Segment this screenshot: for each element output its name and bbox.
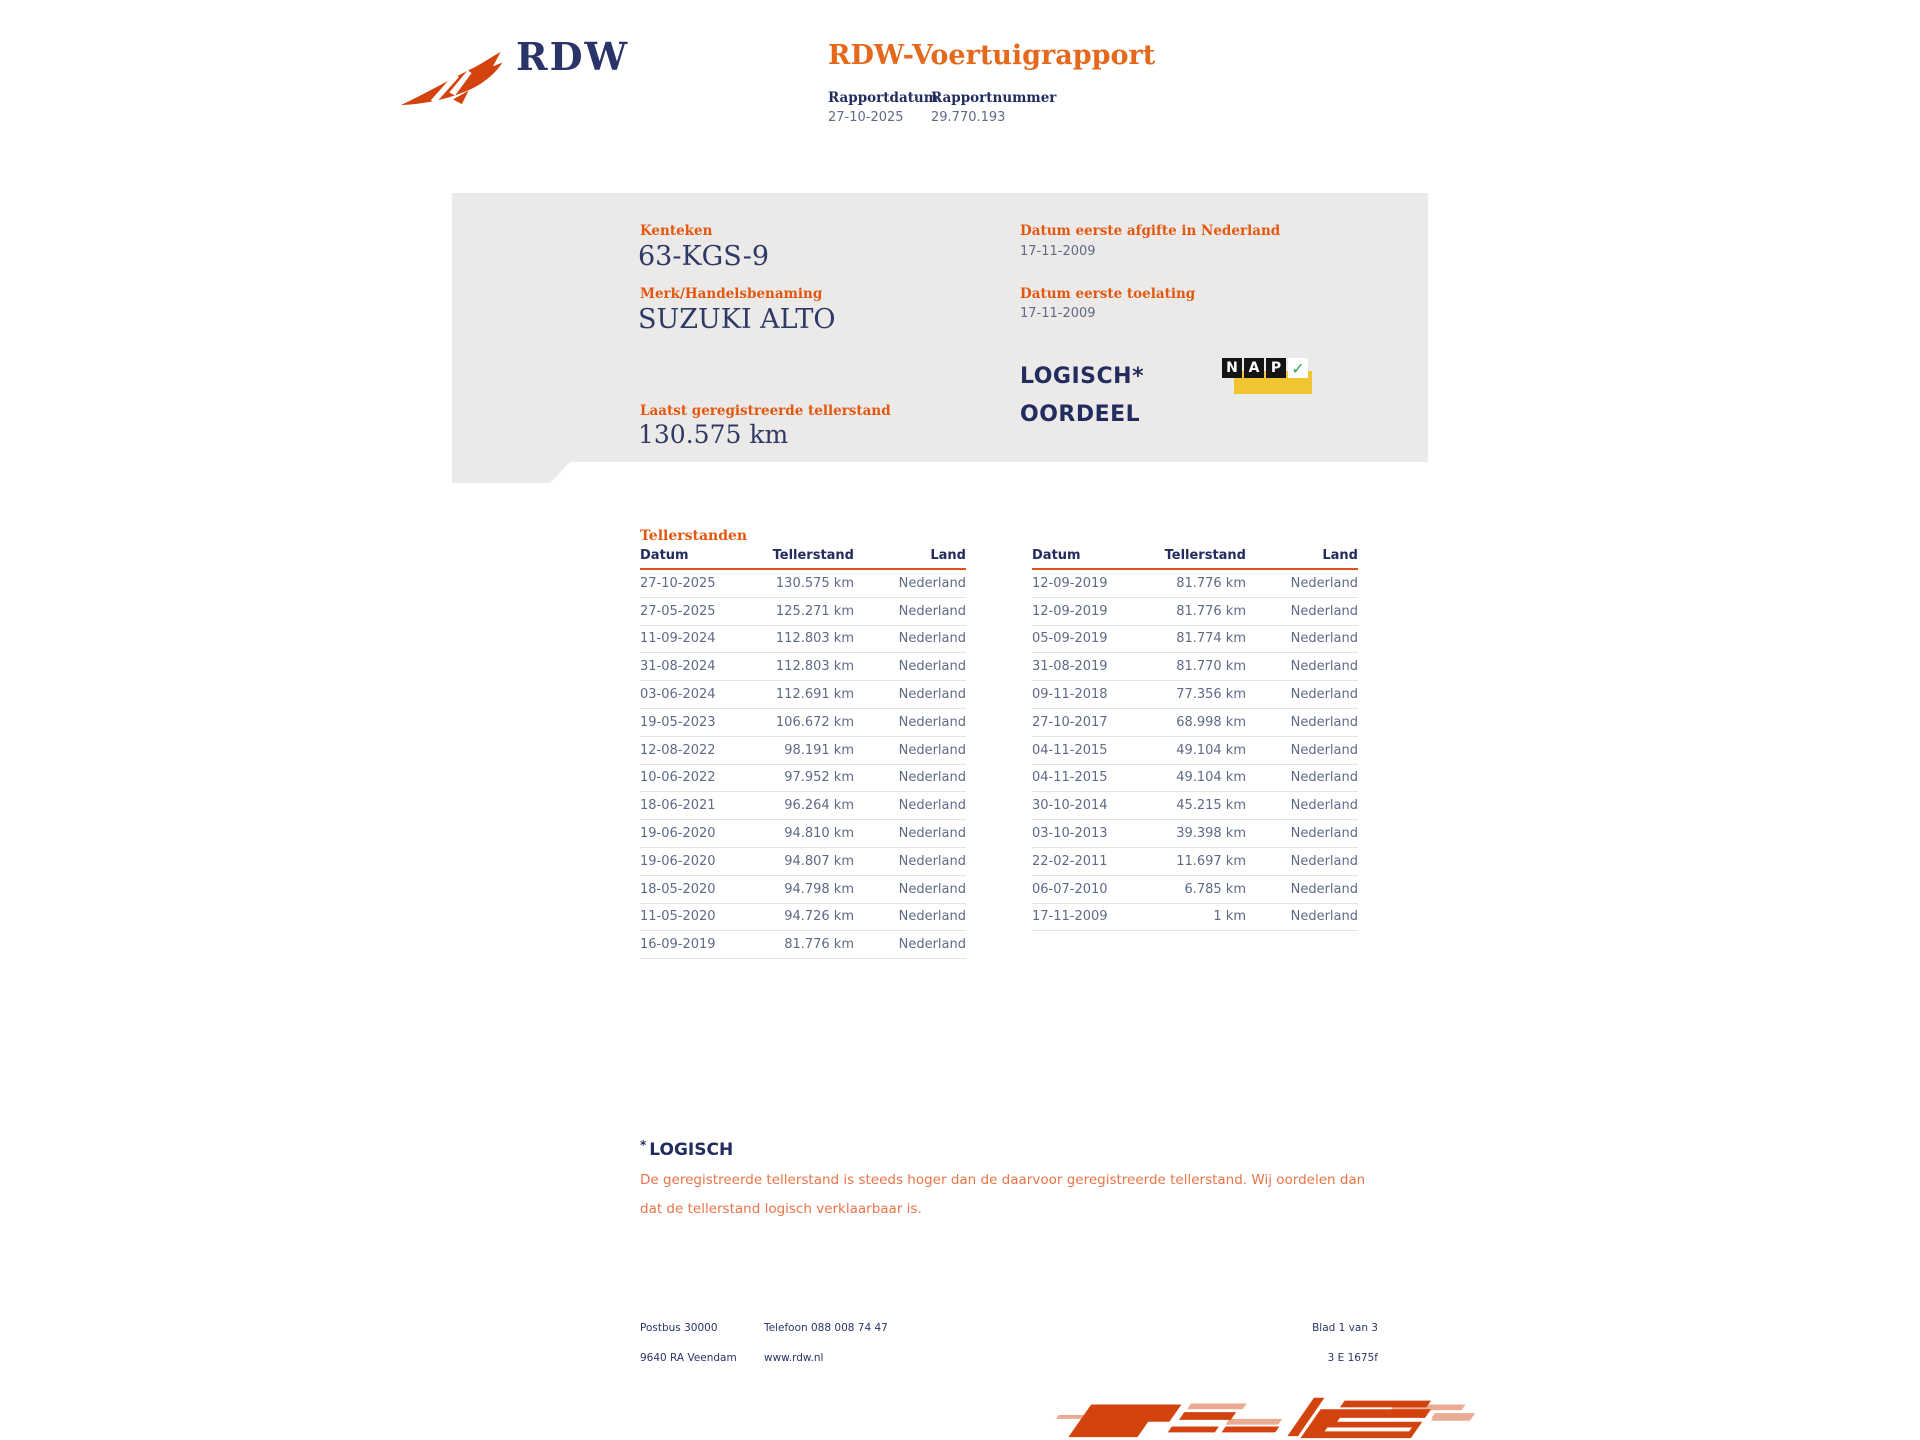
table-cell: 94.798 km <box>784 881 854 897</box>
table-cell: Nederland <box>898 575 966 591</box>
table-cell: Nederland <box>1290 714 1358 730</box>
table-cell: Nederland <box>898 826 966 842</box>
table-row <box>1032 792 1358 820</box>
table-row <box>1032 820 1358 848</box>
table-row <box>640 653 966 681</box>
table-cell: Nederland <box>898 798 966 814</box>
table-cell: 03-10-2013 <box>1032 826 1108 842</box>
table-cell: 81.776 km <box>1176 603 1246 619</box>
table-cell: 12-09-2019 <box>1032 603 1108 619</box>
table-cell: Nederland <box>898 909 966 925</box>
table-cell: 27-05-2025 <box>640 603 716 619</box>
table-cell: 03-06-2024 <box>640 687 716 703</box>
table-cell: 45.215 km <box>1176 798 1246 814</box>
table-cell: 6.785 km <box>1184 881 1246 897</box>
table-row <box>1032 626 1358 654</box>
table-cell: Nederland <box>1290 798 1358 814</box>
table-row <box>1032 904 1358 932</box>
col-header-datum: Datum <box>640 548 689 563</box>
table-cell: Nederland <box>1290 742 1358 758</box>
table-cell: 106.672 km <box>775 714 854 730</box>
table-row <box>1032 570 1358 598</box>
footnote-title-text: LOGISCH <box>649 1140 734 1160</box>
footer-address-line2: 9640 RA Veendam <box>640 1352 737 1364</box>
table-cell: 19-05-2023 <box>640 714 716 730</box>
table-row <box>640 626 966 654</box>
merk-label: Merk/Handelsbenaming <box>640 286 823 302</box>
table-row <box>1032 653 1358 681</box>
rapportnummer-value: 29.770.193 <box>931 110 1006 125</box>
rdw-stripes-graphic-icon <box>1038 1392 1490 1440</box>
table-cell: 12-08-2022 <box>640 742 716 758</box>
table-cell: 04-11-2015 <box>1032 742 1108 758</box>
table-cell: 04-11-2015 <box>1032 770 1108 786</box>
table-cell: Nederland <box>898 770 966 786</box>
table-cell: Nederland <box>898 714 966 730</box>
table-cell: 96.264 km <box>784 798 854 814</box>
oordeel-line1: LOGISCH* <box>1020 364 1145 389</box>
col-header-land: Land <box>1322 548 1358 563</box>
toelating-label: Datum eerste toelating <box>1020 286 1196 302</box>
nap-check-icon: ✓ <box>1288 358 1308 378</box>
tellerstand-label: Laatst geregistreerde tellerstand <box>640 403 891 419</box>
table-cell: 19-06-2020 <box>640 826 716 842</box>
table-cell: Nederland <box>898 603 966 619</box>
report-title: RDW-Voertuigrapport <box>828 40 1156 71</box>
afgifte-label: Datum eerste afgifte in Nederland <box>1020 223 1281 239</box>
oordeel-text <box>1020 358 1144 434</box>
afgifte-value: 17-11-2009 <box>1020 244 1096 259</box>
table-row <box>1032 737 1358 765</box>
rapportdatum-value: 27-10-2025 <box>828 110 904 125</box>
table-row <box>1032 598 1358 626</box>
table-cell: 81.776 km <box>1176 575 1246 591</box>
table-cell: 12-09-2019 <box>1032 575 1108 591</box>
footer-doc-code: 3 E 1675f <box>1327 1352 1378 1364</box>
table-cell: 17-11-2009 <box>1032 909 1108 925</box>
table-cell: Nederland <box>1290 631 1358 647</box>
table-cell: Nederland <box>1290 881 1358 897</box>
table-cell: 05-09-2019 <box>1032 631 1108 647</box>
table-cell: 81.774 km <box>1176 631 1246 647</box>
table-cell: 18-06-2021 <box>640 798 716 814</box>
table-row <box>640 848 966 876</box>
table-cell: Nederland <box>898 631 966 647</box>
table-cell: 97.952 km <box>784 770 854 786</box>
table-row <box>1032 848 1358 876</box>
rapportnummer-label: Rapportnummer <box>931 90 1057 106</box>
table-cell: Nederland <box>898 687 966 703</box>
merk-value: SUZUKI ALTO <box>638 304 836 335</box>
oordeel-line2: OORDEEL <box>1020 402 1141 427</box>
table-cell: Nederland <box>1290 687 1358 703</box>
col-header-tellerstand: Tellerstand <box>772 548 854 563</box>
tellerstanden-title: Tellerstanden <box>640 528 748 544</box>
table-row <box>640 598 966 626</box>
table-cell: 31-08-2019 <box>1032 659 1108 675</box>
table-row <box>640 904 966 932</box>
table-cell: 31-08-2024 <box>640 659 716 675</box>
nap-letter-n: N <box>1222 358 1242 378</box>
table-header-row <box>1032 548 1358 570</box>
table-cell: 112.803 km <box>775 659 854 675</box>
table-cell: 125.271 km <box>775 603 854 619</box>
table-row <box>1032 765 1358 793</box>
table-cell: 49.104 km <box>1176 770 1246 786</box>
table-cell: 10-06-2022 <box>640 770 716 786</box>
table-row <box>640 765 966 793</box>
table-cell: Nederland <box>1290 853 1358 869</box>
rdw-feather-logo-icon <box>398 46 516 110</box>
table-cell: Nederland <box>898 742 966 758</box>
nap-logo <box>1222 356 1314 398</box>
table-cell: 18-05-2020 <box>640 881 716 897</box>
footnote-text: De geregistreerde tellerstand is steeds hoger dan de daarvoor geregistreerde tellerstand. Wij oordelen dan dat de tellerstand logisch verklaarbaar is. <box>640 1172 1366 1217</box>
table-row <box>640 737 966 765</box>
col-header-land: Land <box>930 548 966 563</box>
nap-letter-a: A <box>1244 358 1264 378</box>
col-header-tellerstand: Tellerstand <box>1164 548 1246 563</box>
table-cell: Nederland <box>1290 575 1358 591</box>
footer-address-line1: Postbus 30000 <box>640 1322 718 1334</box>
table-cell: 77.356 km <box>1176 687 1246 703</box>
table-cell: 06-07-2010 <box>1032 881 1108 897</box>
kenteken-label: Kenteken <box>640 223 713 239</box>
kenteken-value: 63-KGS-9 <box>638 241 770 272</box>
table-cell: 27-10-2017 <box>1032 714 1108 730</box>
table-cell: 19-06-2020 <box>640 853 716 869</box>
table-cell: 16-09-2019 <box>640 937 716 953</box>
table-body <box>640 570 966 959</box>
tellerstanden-table-right <box>1032 548 1358 931</box>
footnote-title <box>640 1138 733 1160</box>
table-row <box>1032 876 1358 904</box>
table-cell: 11-05-2020 <box>640 909 716 925</box>
table-row <box>640 709 966 737</box>
table-cell: 49.104 km <box>1176 742 1246 758</box>
table-cell: Nederland <box>898 881 966 897</box>
table-cell: Nederland <box>1290 770 1358 786</box>
table-cell: Nederland <box>898 853 966 869</box>
table-cell: Nederland <box>1290 659 1358 675</box>
panel-tail-shape <box>452 462 570 483</box>
vehicle-summary-panel <box>452 193 1428 462</box>
table-row <box>640 820 966 848</box>
table-cell: 81.770 km <box>1176 659 1246 675</box>
table-cell: 81.776 km <box>784 937 854 953</box>
table-cell: 94.807 km <box>784 853 854 869</box>
table-body <box>1032 570 1358 931</box>
asterisk-mark: * <box>640 1138 647 1152</box>
table-cell: 27-10-2025 <box>640 575 716 591</box>
table-cell: 94.810 km <box>784 826 854 842</box>
table-cell: Nederland <box>1290 603 1358 619</box>
table-cell: 68.998 km <box>1176 714 1246 730</box>
table-cell: 11-09-2024 <box>640 631 716 647</box>
table-cell: Nederland <box>898 659 966 675</box>
table-cell: Nederland <box>898 937 966 953</box>
table-cell: 1 km <box>1213 909 1246 925</box>
footer-website: www.rdw.nl <box>764 1352 824 1364</box>
table-cell: 09-11-2018 <box>1032 687 1108 703</box>
tellerstand-value: 130.575 km <box>638 420 789 449</box>
table-row <box>640 681 966 709</box>
table-cell: Nederland <box>1290 909 1358 925</box>
table-cell: 30-10-2014 <box>1032 798 1108 814</box>
toelating-value: 17-11-2009 <box>1020 306 1096 321</box>
table-row <box>1032 709 1358 737</box>
table-cell: 112.803 km <box>775 631 854 647</box>
col-header-datum: Datum <box>1032 548 1081 563</box>
footer-phone: Telefoon 088 008 74 47 <box>764 1322 888 1334</box>
nap-letter-p: P <box>1266 358 1286 378</box>
table-cell: Nederland <box>1290 826 1358 842</box>
table-row <box>1032 681 1358 709</box>
table-cell: 130.575 km <box>775 575 854 591</box>
table-cell: 112.691 km <box>775 687 854 703</box>
table-cell: 39.398 km <box>1176 826 1246 842</box>
table-header-row <box>640 548 966 570</box>
table-row <box>640 876 966 904</box>
table-cell: 94.726 km <box>784 909 854 925</box>
table-cell: 22-02-2011 <box>1032 853 1108 869</box>
rdw-wordmark: RDW <box>516 34 630 79</box>
table-row <box>640 931 966 959</box>
tellerstanden-table-left <box>640 548 966 959</box>
rapportdatum-label: Rapportdatum <box>828 90 939 106</box>
table-row <box>640 792 966 820</box>
table-row <box>640 570 966 598</box>
table-cell: 11.697 km <box>1176 853 1246 869</box>
table-cell: 98.191 km <box>784 742 854 758</box>
footer-page-number: Blad 1 van 3 <box>1312 1322 1378 1334</box>
